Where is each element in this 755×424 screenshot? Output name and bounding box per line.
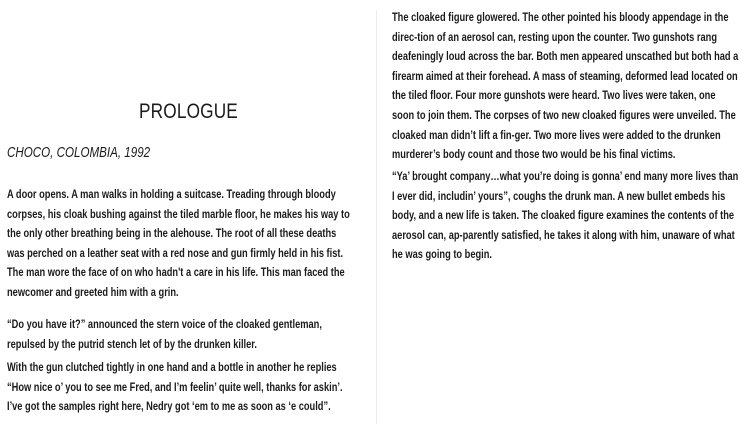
paragraph: A door opens. A man walks in holding a suitcase. Treading through bloody corpses, his cloak bushing against the tiled marble floor, he makes his way to the only other breathing being in the alehouse. The root of all these deaths was perched on a leather seat with a red nose and gun firmly held in his fist. The man wore the face of on who hadn't a care in his life. This man faced the newcomer and greeted him with a grin. [7,188,350,299]
paragraph: “Do you have it?” announced the stern voice of the cloaked gentleman, repulsed by the putrid stench let of by the drunken killer. [7,318,322,351]
left-page [0,0,377,424]
paragraph: The cloaked figure glowered. The other pointed his bloody appendage in the direc-tion of an aerosol can, resting upon the counter. Two gunshots rang deafeningly loud across the bar. Both men appeared unscathed but both had a firearm aimed at their forehead. A mass of steaming, deformed lead located on the tiled floor. Four more gunshots were heard. Two lives were taken, one soon to join them. The corpses of two new cloaked figures were unveiled. The cloaked man didn’t lift a fin-ger. Two more lives were added to the drunken murderer’s body count and those two would be his final victims. [392,11,739,162]
chapter-location-date: CHOCO, COLOMBIA, 1992 [7,145,151,161]
right-page [377,0,755,424]
paragraph: “Ya’ brought company…what you’re doing is gonna’ end many more lives than I ever did, includin’ yours”, coughs the drunk man. A new bullet embeds his body, and a new life is taken. The cloaked figure examines the contents of the aerosol can, ap-parently satisfied, he takes it along with him, unaware of what he was going to begin. [392,170,739,262]
chapter-title: PROLOGUE [139,100,238,123]
paragraph: With the gun clutched tightly in one hand and a bottle in another he replies “How nice o’ you to see me Fred, and I’m feelin’ quite well, thanks for askin’. I’ve got the samples right here, Nedry got ‘em to me as soon as ‘e could”. [7,361,343,414]
